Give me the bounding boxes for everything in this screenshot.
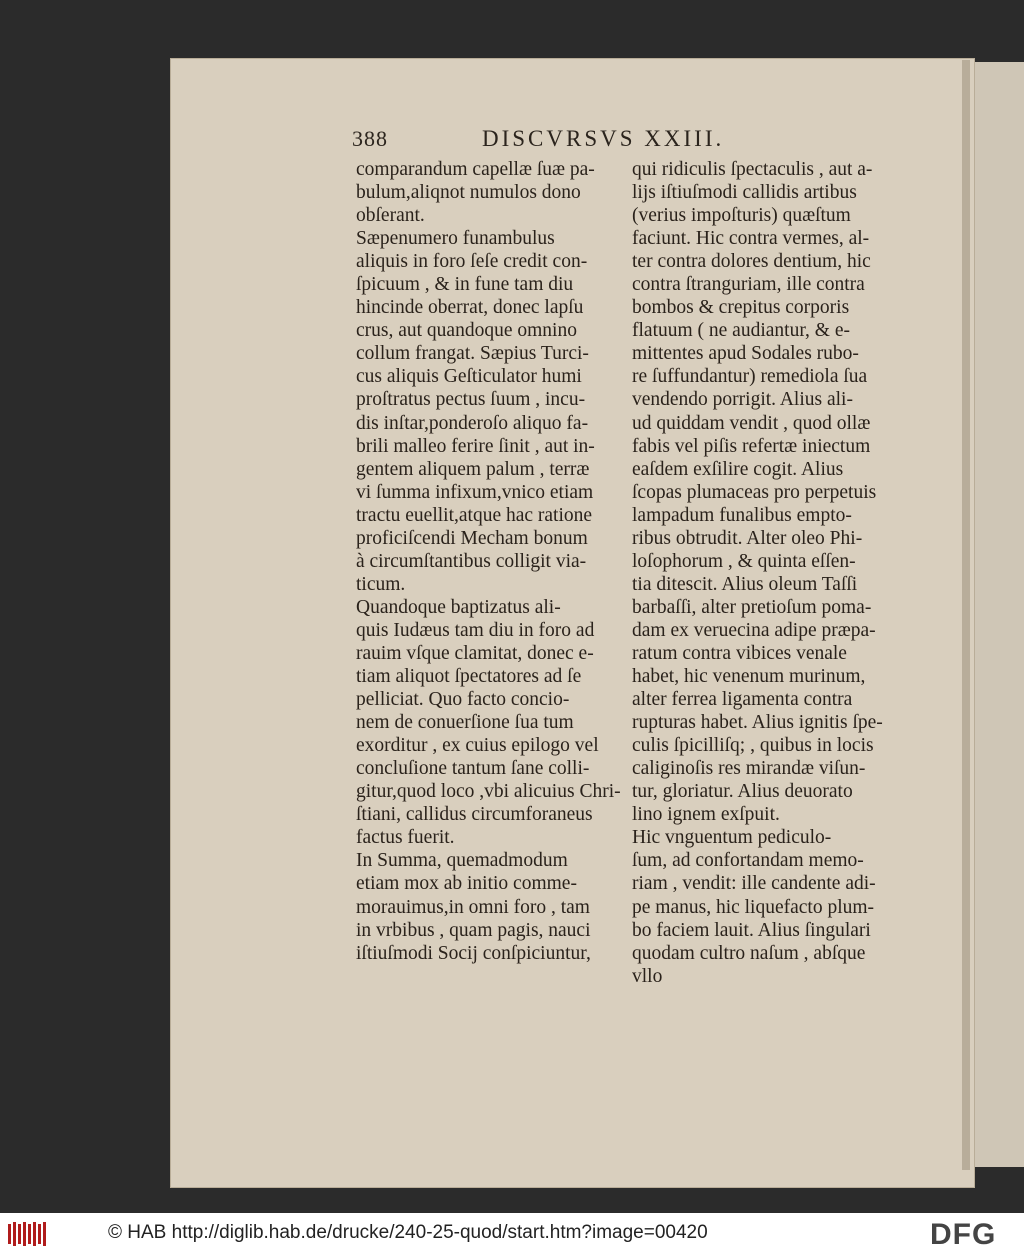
text-line: vi ſumma infixum,vnico etiam xyxy=(356,481,594,503)
text-line: tia ditescit. Alius oleum Taſſi xyxy=(632,573,858,595)
text-line: vllo xyxy=(632,965,663,987)
text-line: ter contra dolores dentium, hic xyxy=(632,251,871,273)
hab-logo-icon xyxy=(6,1220,48,1248)
text-line: ud quiddam vendit , quod ollæ xyxy=(632,412,871,434)
text-line: rupturas habet. Alius ignitis ſpe- xyxy=(632,712,883,734)
text-line: aliquis in foro ſeſe credit con- xyxy=(356,251,588,273)
text-line: factus fuerit. xyxy=(356,827,455,849)
text-line: tiam aliquot ſpectatores ad ſe xyxy=(356,666,582,688)
text-line: etiam mox ab initio comme- xyxy=(356,873,577,895)
text-line: Hic vnguentum pediculo- xyxy=(632,827,832,849)
text-line: flatuum ( ne audiantur, & e- xyxy=(632,320,850,342)
running-head xyxy=(352,126,892,156)
text-line: cus aliquis Geſticulator humi xyxy=(356,366,582,388)
text-line: bulum,aliqnot numulos dono xyxy=(356,182,581,204)
text-line: vendendo porrigit. Alius ali- xyxy=(632,389,853,411)
text-line: alter ferrea ligamenta contra xyxy=(632,689,853,711)
footer-citation[interactable]: © HAB http://diglib.hab.de/drucke/240-25-quod/start.htm?image=00420 xyxy=(108,1222,708,1243)
text-line: culis ſpicilliſq; , quibus in locis xyxy=(632,735,874,757)
page-gutter xyxy=(962,60,970,1170)
text-line: lijs iſtiuſmodi callidis artibus xyxy=(632,182,857,204)
text-line: tractu euellit,atque hac ratione xyxy=(356,504,593,526)
text-line: iſtiuſmodi Socij conſpiciuntur, xyxy=(356,942,591,964)
text-line: faciunt. Hic contra vermes, al- xyxy=(632,228,870,250)
text-line: bo faciem lauit. Alius ſingulari xyxy=(632,919,871,941)
text-line: ribus obtrudit. Alter oleo Phi- xyxy=(632,527,863,549)
text-line: ratum contra vibices venale xyxy=(632,642,847,664)
text-line: Sæpenumero funambulus xyxy=(356,228,555,250)
text-line: ſpicuum , & in fune tam diu xyxy=(356,274,574,296)
text-column-right xyxy=(632,158,890,988)
text-line: tur, gloriatur. Alius deuorato xyxy=(632,781,853,803)
dfg-logo: DFG xyxy=(930,1218,997,1251)
text-line: pelliciat. Quo facto concio- xyxy=(356,689,570,711)
text-line: re ſuffundantur) remediola ſua xyxy=(632,366,868,388)
text-line: mittentes apud Sodales rubo- xyxy=(632,343,859,365)
text-line: morauimus,in omni foro , tam xyxy=(356,896,590,918)
text-line: bombos & crepitus corporis xyxy=(632,297,850,319)
text-line: brili malleo ferire ſinit , aut in- xyxy=(356,435,595,457)
text-line: collum frangat. Sæpius Turci- xyxy=(356,343,589,365)
text-line: quodam cultro naſum , abſque xyxy=(632,942,866,964)
text-line: gitur,quod loco ,vbi alicuius Chri- xyxy=(356,781,621,803)
text-line: concluſione tantum ſane colli- xyxy=(356,758,590,780)
text-line: exorditur , ex cuius epilogo vel xyxy=(356,735,599,757)
text-line: quis Iudæus tam diu in foro ad xyxy=(356,619,595,641)
text-line: hincinde oberrat, donec lapſu xyxy=(356,297,584,319)
text-line: obſerant. xyxy=(356,205,425,227)
text-line: (verius impoſturis) quæſtum xyxy=(632,205,851,227)
text-line: ſcopas plumaceas pro perpetuis xyxy=(632,481,877,503)
text-line: caliginoſis res mirandæ viſun- xyxy=(632,758,866,780)
text-line: habet, hic venenum murinum, xyxy=(632,666,866,688)
text-line: contra ſtranguriam, ille contra xyxy=(632,274,865,296)
text-column-left xyxy=(356,158,624,965)
text-line: qui ridiculis ſpectaculis , aut a- xyxy=(632,159,873,180)
text-line: In Summa, quemadmodum xyxy=(356,850,568,872)
text-line: barbaſſi, alter pretioſum poma- xyxy=(632,596,872,618)
text-line: Quandoque baptizatus ali- xyxy=(356,596,561,618)
text-line: in vrbibus , quam pagis, nauci xyxy=(356,919,591,941)
page-number: 388 xyxy=(352,126,388,151)
text-line: à circumſtantibus colligit via- xyxy=(356,550,587,572)
text-line: proficiſcendi Mecham bonum xyxy=(356,527,588,549)
text-line: fabis vel piſis refertæ iniectum xyxy=(632,435,871,457)
text-line: rauim vſque clamitat, donec e- xyxy=(356,642,594,664)
adjacent-page-edge xyxy=(968,62,1024,1167)
text-line: riam , vendit: ille candente adi- xyxy=(632,873,876,895)
text-line: loſophorum , & quinta eſſen- xyxy=(632,550,856,572)
text-line: lampadum funalibus empto- xyxy=(632,504,852,526)
text-line: ſum, ad confortandam memo- xyxy=(632,850,864,872)
text-line: comparandum capellæ ſuæ pa- xyxy=(356,159,595,180)
text-line: dam ex veruecina adipe præpa- xyxy=(632,619,876,641)
text-line: eaſdem exſilire cogit. Alius xyxy=(632,458,844,480)
text-line: crus, aut quandoque omnino xyxy=(356,320,577,342)
text-line: gentem aliquem palum , terræ xyxy=(356,458,590,480)
text-line: lino ignem exſpuit. xyxy=(632,804,780,826)
text-line: pe manus, hic liquefacto plum- xyxy=(632,896,875,918)
running-title: DISCVRSVS XXIII. xyxy=(482,126,725,151)
text-line: proſtratus pectus ſuum , incu- xyxy=(356,389,586,411)
text-line: dis inſtar,ponderoſo aliquo fa- xyxy=(356,412,589,434)
text-line: nem de conuerſione ſua tum xyxy=(356,712,574,734)
text-line: ticum. xyxy=(356,573,406,595)
text-line: ſtiani, callidus circumforaneus xyxy=(356,804,593,826)
